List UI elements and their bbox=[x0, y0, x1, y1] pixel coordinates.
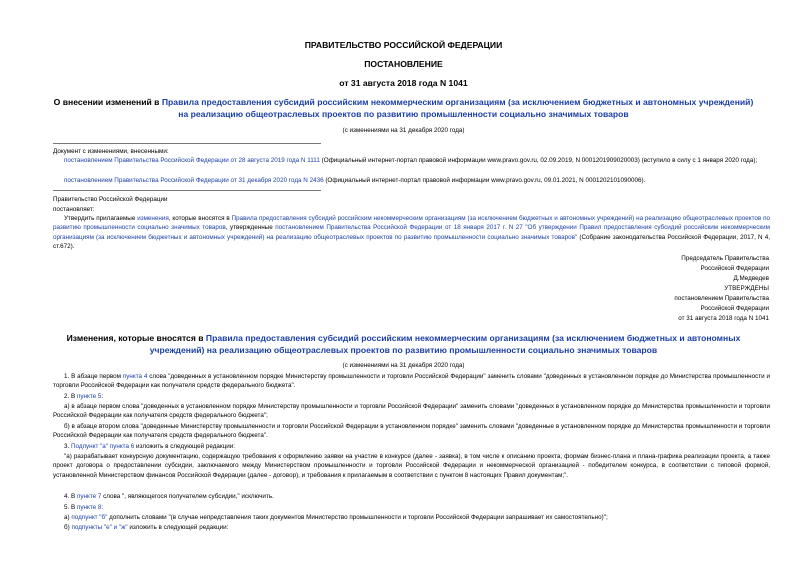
signature-line-3: Д.Медведев bbox=[733, 275, 769, 282]
government-heading: ПРАВИТЕЛЬСТВО РОССИЙСКОЙ ФЕДЕРАЦИИ bbox=[304, 40, 503, 50]
body-line-2: постановляет: bbox=[53, 206, 95, 213]
signature-line-7: от 31 августа 2018 года N 1041 bbox=[678, 315, 769, 322]
change-item-1 bbox=[53, 372, 770, 391]
change-4-link[interactable]: пункте 7 bbox=[76, 493, 102, 500]
signature-block bbox=[649, 254, 769, 324]
changes-title-prefix: Изменения, которые вносятся в bbox=[66, 333, 206, 343]
change-1-link[interactable]: пункта 4 bbox=[122, 373, 148, 380]
changes-title-link-2[interactable]: учреждений) на реализацию общеотраслевых проектов по развитию промышленности социально значимых товаров bbox=[149, 345, 658, 355]
title-link-rules-1[interactable]: Правила предоставления субсидий российским некоммерческим организациям (за исключением бюджетных и автономных учреждений) bbox=[161, 97, 754, 107]
change-item-4 bbox=[53, 492, 770, 501]
approve-text-d: (Собрание законодательства Российской Федерации, 2017, N 4, ст.672). bbox=[53, 233, 770, 251]
amendment-link-2[interactable]: постановлением Правительства Российской Федерации от 31 декабря 2020 года N 2436 bbox=[64, 177, 324, 184]
change-3-text-a: 3. bbox=[64, 443, 72, 450]
date-number-heading: от 31 августа 2018 года N 1041 bbox=[339, 78, 468, 88]
change-3-link[interactable]: Подпункт "а" пункта 6 bbox=[71, 443, 135, 450]
change-item-5b bbox=[53, 523, 770, 532]
amendment-item-1 bbox=[53, 156, 770, 165]
change-2-text-b: : bbox=[101, 393, 104, 400]
change-5-text-a: 5. В bbox=[64, 504, 77, 511]
amendment-link-1[interactable]: постановлением Правительства Российской Федерации от 28 августа 2019 года N 1111 bbox=[64, 157, 320, 164]
change-item-3 bbox=[53, 442, 770, 451]
changes-edition: (с изменениями на 31 декабря 2020 года) bbox=[342, 362, 465, 369]
change-2-text-a: 2. В bbox=[64, 393, 77, 400]
change-5a-text-a: а) bbox=[64, 514, 72, 521]
change-3-text-b: изложить в следующей редакции: bbox=[134, 443, 236, 450]
divider-bottom bbox=[53, 190, 321, 191]
approve-text-c: , утвержденные bbox=[225, 224, 276, 232]
title-prefix: О внесении изменений в bbox=[53, 97, 162, 107]
signature-line-5: постановлением Правительства bbox=[674, 295, 769, 302]
body-line-1: Правительство Российской Федерации bbox=[53, 196, 168, 203]
change-item-2a: а) в абзаце первом слова "доведенных в установленном порядке Министерству промышленности и торговли Российской Федерации" заменить словами "доведенных в установленном порядке до Министерства промышленности и торговли Российской Федерации как получателя средств федерального бюджета"; bbox=[53, 403, 770, 420]
approve-paragraph bbox=[53, 214, 770, 252]
change-1-text-b: слова "доведенных в установленном порядке Министерству промышленности и торговли Российской Федерации" заменить словами "доведенных в установленном порядке до Министерства промышленности и торговли Российской Федерации как получателя средств федерального бюджета". bbox=[53, 373, 770, 390]
change-item-2 bbox=[53, 392, 770, 401]
change-5-text-b: : bbox=[101, 504, 104, 511]
change-item-5a bbox=[53, 513, 770, 522]
approve-link-decree[interactable]: постановлением Правительства Российской Федерации от 18 января 2017 г. N 27 "Об утверждении Правил предоставления субсидий российским некоммерческим организациям (за исключением бюджетных и автономных учреждений) на реализацию общеотраслевых проектов по развитию промышленности социально значимых товаров" bbox=[53, 224, 771, 241]
divider-top bbox=[53, 143, 321, 144]
signature-line-1: Председатель Правительства bbox=[681, 255, 769, 262]
amendments-heading: Документ с изменениями, внесенными: bbox=[53, 148, 169, 155]
change-item-2b: б) в абзаце втором слова "доведенные Министерству промышленности и торговли Российской Федерации в установленном порядке" заменить словами "доведенные в установленном порядке до Министерства промышленности и торговли Российской Федерации как получателя средств федерального бюджета". bbox=[53, 423, 770, 440]
change-5a-link[interactable]: подпункт "б" bbox=[71, 514, 108, 521]
amendment-text-2: (Официальный интернет-портал правовой информации www.pravo.gov.ru, 09.01.2021, N 0001202101090006). bbox=[323, 177, 646, 184]
amendment-text-1: (Официальный интернет-портал правовой информации www.pravo.gov.ru, 02.09.2019, N 0001201909020003) (вступило в силу с 1 января 2020 года); bbox=[319, 157, 758, 164]
change-5a-text-b: дополнить словами "(в случае непредставления таких документов Министерство промышленности и торговли Российской Федерации запрашивает их самостоятельно)"; bbox=[107, 514, 608, 521]
title-link-rules-2[interactable]: на реализацию общеотраслевых проектов по развитию промышленности социально значимых товаров bbox=[178, 109, 629, 119]
changes-title bbox=[0, 332, 807, 356]
change-5b-text-a: б) bbox=[64, 524, 72, 531]
change-1-text-a: 1. В абзаце первом bbox=[64, 373, 123, 380]
change-item-5 bbox=[53, 503, 770, 512]
change-4-text-a: 4. В bbox=[64, 493, 77, 500]
document-title bbox=[0, 96, 807, 120]
title-edition: (с изменениями на 31 декабря 2020 года) bbox=[342, 127, 465, 134]
amendment-item-2 bbox=[53, 176, 770, 185]
change-5-link[interactable]: пункте 8 bbox=[76, 504, 102, 511]
signature-line-2: Российской Федерации bbox=[700, 265, 769, 272]
change-item-3a: "а) разрабатывает конкурсную документацию, содержащую требования к оформлению заявки на участие в конкурсе (далее - заявка), в том числе к описанию проекта, формам бизнес-плана и плана-графика реализации проекта, а также проект договора о предоставлении субсидии, заключаемого между Министерством промышленности и торговли Российской Федерации и некоммерческой организацией - победителем конкурса, в соответствии с типовой формой, установленной Министерством финансов Российской Федерации (далее - договор), и требования к прилагаемым в соответствии с пунктом 8 настоящих Правил документам;". bbox=[53, 453, 770, 479]
change-5b-text-b: изложить в следующей редакции: bbox=[127, 524, 229, 531]
approve-link-changes[interactable]: изменения bbox=[137, 215, 169, 222]
changes-title-link-1[interactable]: Правила предоставления субсидий российским некоммерческим организациям (за исключением бюджетных и автономных bbox=[205, 333, 741, 343]
change-5b-link[interactable]: подпункты "е" и "ж" bbox=[71, 524, 128, 531]
signature-line-4: УТВЕРЖДЕНЫ bbox=[724, 285, 769, 292]
approve-link-rules[interactable]: Правила предоставления субсидий российским некоммерческим организациям (за исключением бюджетных и автономных учреждений) на реализацию общеотраслевых проектов по развитию промышленности социально значимых товаров bbox=[53, 215, 770, 232]
doc-type-heading: ПОСТАНОВЛЕНИЕ bbox=[364, 59, 443, 69]
approve-text-b: , которые вносятся в bbox=[168, 215, 232, 222]
approve-text-a: Утвердить прилагаемые bbox=[64, 215, 138, 222]
change-2-link[interactable]: пункте 5 bbox=[76, 393, 102, 400]
change-4-text-b: слова ", являющегося получателем субсидии," исключить. bbox=[101, 493, 274, 500]
signature-line-6: Российской Федерации bbox=[700, 305, 769, 312]
